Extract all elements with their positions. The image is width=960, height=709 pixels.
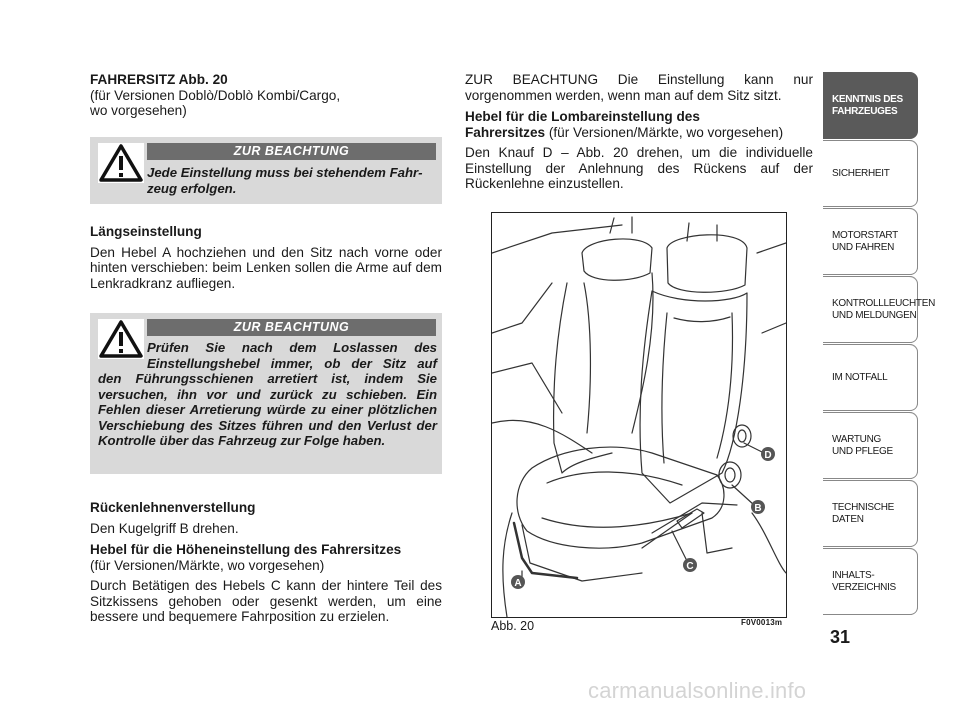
left-column — [90, 72, 442, 119]
tab-motorstart[interactable]: MOTORSTART UND FAHREN — [823, 208, 918, 275]
paragraph: Den Knauf D – Abb. 20 drehen, um die individuelle Einstellung der Anlehnung des Rückens auf der Rückenlehne einzustellen. — [465, 145, 813, 191]
warning-text: den Führungsschienen arretiert ist, indem Sie versuchen, ihn vor und zurück zu schieben. Ein Fehlen dieser Arretierung würde zu einer plötzlichen Verschiebung des Sitzes führen und den Verlust der Kontrolle über das Fahrzeug zur Folge haben. — [98, 371, 437, 448]
figure-caption: Abb. 20 — [491, 619, 535, 633]
watermark-text: carmanualsonline.info — [588, 678, 807, 703]
subheading: Hebel für die Lombareinstellung des — [465, 109, 700, 124]
tab-notfall[interactable]: IM NOTFALL — [823, 344, 918, 411]
label-d: D — [764, 450, 772, 461]
paragraph: (für Versionen/Märkte, wo vorgesehen) — [90, 557, 325, 573]
figure-code: F0V0013m — [741, 618, 783, 627]
warning-triangle-icon — [98, 319, 144, 359]
page-number: 31 — [830, 627, 851, 647]
section-heading: FAHRERSITZ Abb. 20 — [90, 72, 228, 87]
subheading: Rückenlehnenverstellung — [90, 500, 256, 515]
laengs-section — [90, 224, 442, 291]
tab-kenntnis[interactable]: KENNTNIS DES FAHRZEUGES — [823, 72, 918, 139]
paragraph: Durch Betätigen des Hebels C kann der hintere Teil des Sitzkissens gehoben oder gesenkt werden, um eine bessere und bequemere Fahrposition zu erzielen. — [90, 578, 442, 624]
ruecken-section — [90, 500, 442, 625]
label-b: B — [754, 503, 762, 514]
label-c: C — [686, 561, 694, 572]
subheading: Hebel für die Höheneinstellung des Fahrersitzes — [90, 542, 402, 557]
subheading: Längseinstellung — [90, 224, 202, 239]
tab-wartung[interactable]: WARTUNG UND PFLEGE — [823, 412, 918, 479]
note-paragraph: ZUR BEACHTUNG Die Einstellung kann nur vorgenommen werden, wenn man auf dem Sitz sitzt. — [465, 72, 813, 103]
tab-technische-daten[interactable]: TECHNISCHE DATEN — [823, 480, 918, 547]
paragraph: Den Kugelgriff B drehen. — [90, 520, 239, 536]
warning-text: Jede Einstellung muss bei stehendem Fahr- zeug erfolgen. — [147, 165, 423, 196]
label-a: A — [514, 578, 522, 589]
tab-sicherheit[interactable]: SICHERHEIT — [823, 140, 918, 207]
warning-label: ZUR BEACHTUNG — [147, 319, 436, 336]
subheading-line: Fahrersitzes (für Versionen/Märkte, wo vorgesehen) — [465, 124, 784, 140]
section-heading-sub: (für Versionen Doblò/Doblò Kombi/Cargo, — [90, 87, 341, 103]
warning-box — [90, 137, 442, 204]
right-column — [465, 72, 813, 192]
warning-triangle-icon — [98, 143, 144, 183]
paragraph: Den Hebel A hochziehen und den Sitz nach vorne oder hinten verschieben: beim Lenken sollen die Arme auf dem Lenkradkranz aufliegen. — [90, 244, 442, 291]
warning-box — [90, 313, 442, 474]
warning-label: ZUR BEACHTUNG — [147, 143, 436, 160]
section-heading-sub: wo vorgesehen) — [90, 103, 187, 118]
warning-text: Prüfen Sie nach dem Loslassen des Einstellungshebel immer, ob der Sitz auf — [147, 340, 437, 371]
tab-kontrollleuchten[interactable]: KONTROLLLEUCHTEN UND MELDUNGEN — [823, 276, 918, 343]
seat-figure — [491, 212, 787, 618]
car-seat-illustration — [492, 213, 786, 617]
tab-inhaltsverzeichnis[interactable]: INHALTS- VERZEICHNIS — [823, 548, 918, 615]
